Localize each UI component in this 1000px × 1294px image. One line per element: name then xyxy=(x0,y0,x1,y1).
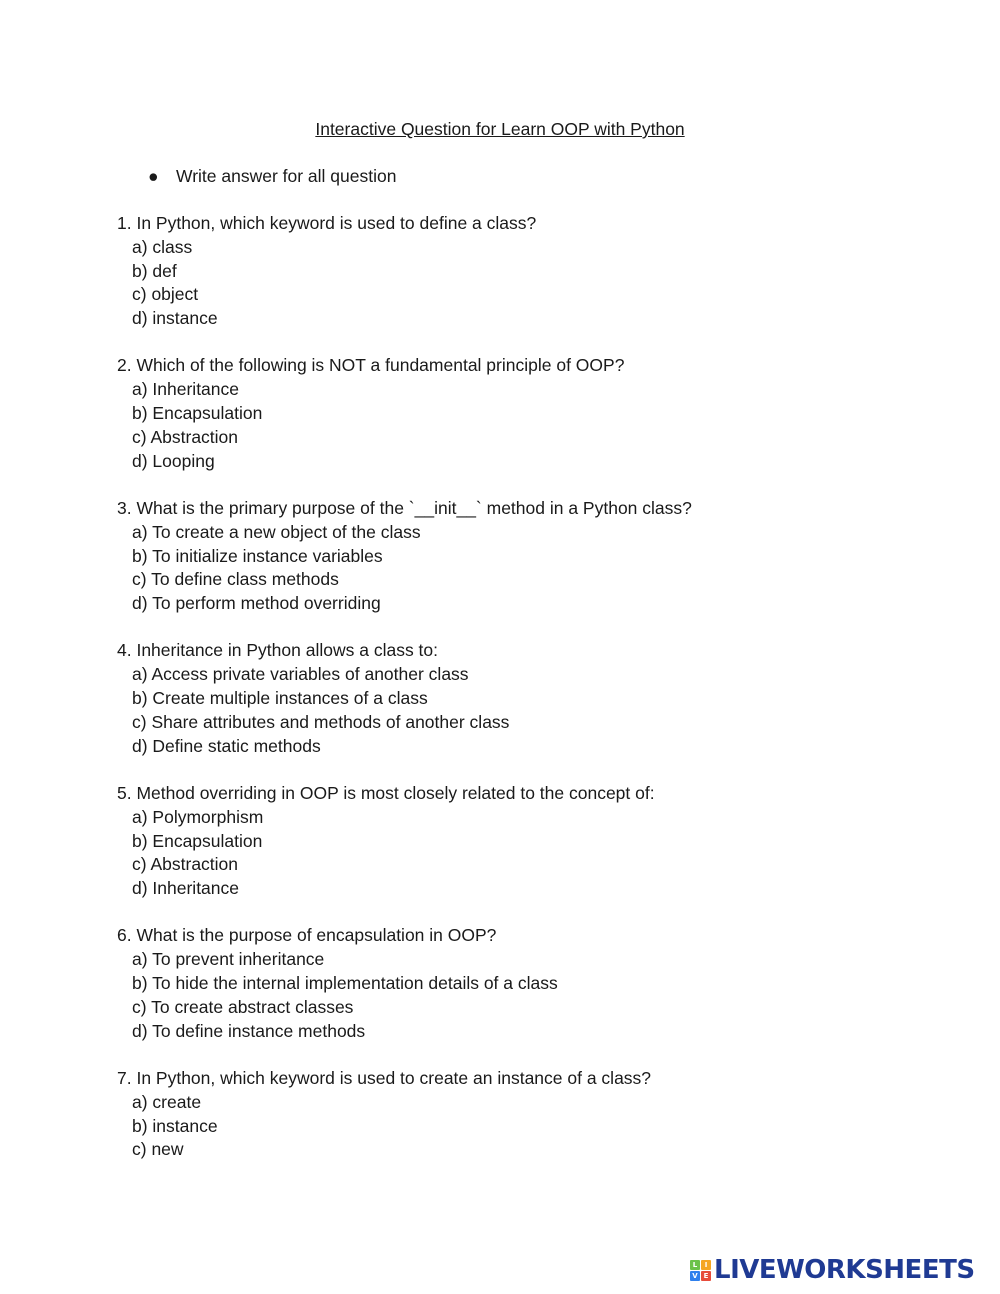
option-a: a) Polymorphism xyxy=(132,806,264,827)
instruction-text: Write answer for all question xyxy=(176,166,397,186)
question-7 xyxy=(117,1067,917,1162)
option-c: c) To create abstract classes xyxy=(132,996,354,1017)
option-c: c) new xyxy=(132,1139,184,1160)
question-text: 1. In Python, which keyword is used to define a class? xyxy=(117,213,537,233)
question-text: 6. What is the purpose of encapsulation in OOP? xyxy=(117,925,497,946)
question-6 xyxy=(117,924,917,1043)
option-c: c) Abstraction xyxy=(132,426,239,447)
option-a: a) To create a new object of the class xyxy=(132,521,421,542)
question-text: 4. Inheritance in Python allows a class to: xyxy=(117,640,439,661)
option-d: d) Define static methods xyxy=(132,735,321,756)
option-d: d) Inheritance xyxy=(132,878,240,899)
option-a: a) Inheritance xyxy=(132,379,240,400)
question-4 xyxy=(117,639,917,758)
option-b: b) To hide the internal implementation details of a class xyxy=(132,973,558,994)
option-b: b) Encapsulation xyxy=(132,403,263,424)
option-a: a) create xyxy=(132,1091,202,1112)
question-5 xyxy=(117,782,917,901)
option-b: b) def xyxy=(132,260,177,281)
option-d: d) To perform method overriding xyxy=(132,593,381,614)
logo-tile: V xyxy=(690,1271,700,1281)
option-b: b) To initialize instance variables xyxy=(132,545,383,566)
logo-tile: I xyxy=(701,1260,711,1270)
option-a: a) class xyxy=(132,236,193,257)
question-list xyxy=(117,212,917,1186)
question-2 xyxy=(117,354,917,473)
question-text: 5. Method overriding in OOP is most closely related to the concept of: xyxy=(117,782,655,803)
option-a: a) Access private variables of another class xyxy=(132,664,469,685)
option-c: c) Abstraction xyxy=(132,854,239,875)
logo-tile: L xyxy=(690,1260,700,1270)
document-title: Interactive Question for Learn OOP with Python xyxy=(315,119,685,139)
question-text: 3. What is the primary purpose of the `__init__` method in a Python class? xyxy=(117,497,692,518)
option-c: c) object xyxy=(132,284,199,305)
option-d: d) To define instance methods xyxy=(132,1020,366,1041)
option-c: c) Share attributes and methods of another class xyxy=(132,711,510,732)
logo-tile: E xyxy=(701,1271,711,1281)
logo-tiles-icon xyxy=(690,1260,711,1281)
option-d: d) Looping xyxy=(132,450,215,471)
option-d: d) instance xyxy=(132,308,218,329)
instruction-item xyxy=(148,165,396,187)
question-text: 7. In Python, which keyword is used to create an instance of a class? xyxy=(117,1067,652,1088)
option-c: c) To define class methods xyxy=(132,569,339,590)
option-a: a) To prevent inheritance xyxy=(132,949,325,970)
option-b: b) Encapsulation xyxy=(132,830,263,851)
question-text: 2. Which of the following is NOT a fundamental principle of OOP? xyxy=(117,355,625,376)
question-3 xyxy=(117,497,917,616)
liveworksheets-logo xyxy=(690,1254,975,1286)
bullet-icon: ● xyxy=(148,166,159,186)
question-1 xyxy=(117,212,917,331)
option-b: b) instance xyxy=(132,1115,218,1136)
logo-text: LIVEWORKSHEETS xyxy=(714,1255,975,1285)
option-b: b) Create multiple instances of a class xyxy=(132,688,428,709)
